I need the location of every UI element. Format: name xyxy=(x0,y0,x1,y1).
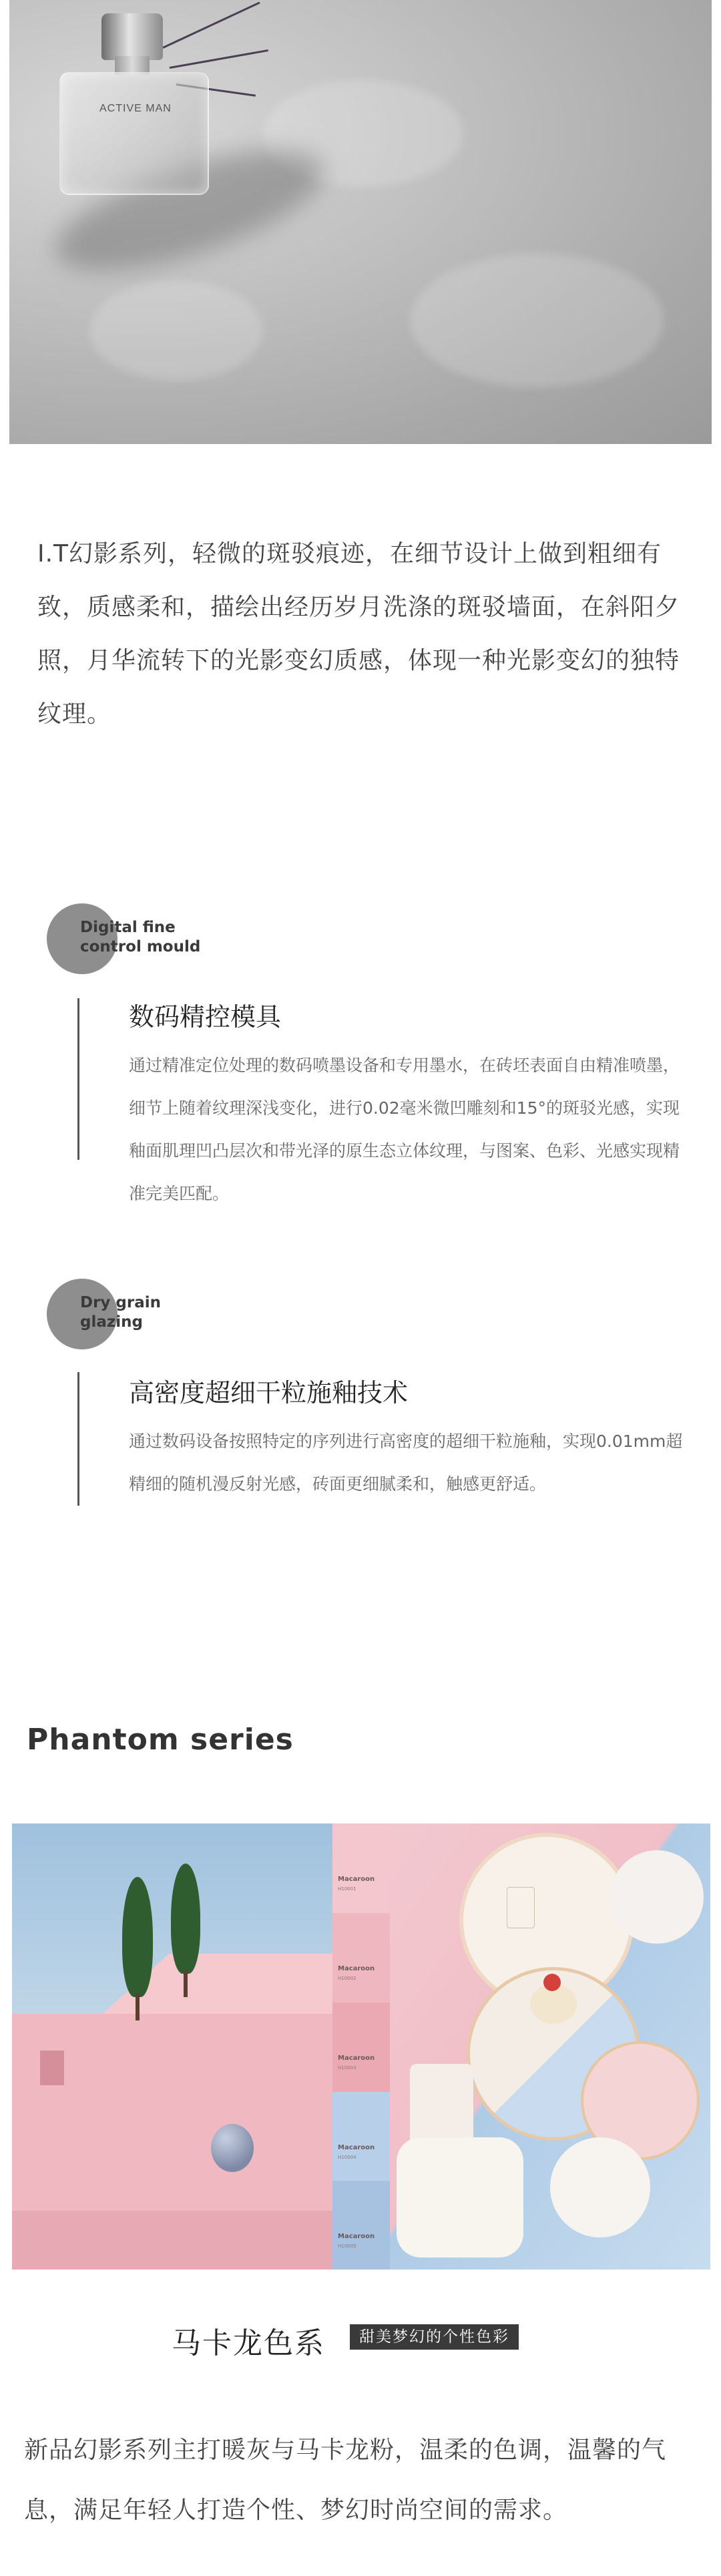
swatch-name: Macaroon xyxy=(338,2144,375,2151)
series-heading: Phantom series xyxy=(27,1723,294,1757)
swatch-name: Macaroon xyxy=(338,2055,375,2062)
wall-stain xyxy=(410,254,664,387)
feature-title: 高密度超细干粒施釉技术 xyxy=(129,1378,409,1408)
perfume-bottle xyxy=(59,72,209,195)
feature-accent-bar xyxy=(77,998,79,1160)
swatch-name: Macaroon xyxy=(338,1965,375,1972)
mug xyxy=(410,2064,473,2147)
swatch-code: H10003 xyxy=(338,2065,356,2071)
tree-trunk xyxy=(136,1994,140,2020)
wall-stain xyxy=(89,280,263,381)
bottle-label: ACTIVE MAN xyxy=(99,103,172,114)
swatch xyxy=(332,2092,390,2181)
swatch xyxy=(332,1823,390,1913)
feature-description: 通过数码设备按照特定的序列进行高密度的超细干粒施釉，实现0.01mm超精细的随机漫反射光感，砖面更细腻柔和，触感更舒适。 xyxy=(129,1432,683,1494)
swatch-name: Macaroon xyxy=(338,1876,375,1883)
perfume-cap xyxy=(101,13,163,60)
intro-paragraph: I.T幻影系列，轻微的斑驳痕迹，在细节设计上做到粗细有致，质感柔和，描绘出经历岁月洗涤的斑驳墙面，在斜阳夕照，月华流转下的光影变幻质感，体现一种光影变幻的独特纹理。 xyxy=(37,540,680,728)
macaroon-moodboard xyxy=(12,1823,710,2270)
lavender-twig xyxy=(170,49,268,69)
swatch xyxy=(332,2002,390,2092)
swatch xyxy=(332,1913,390,2002)
feature-description: 通过精准定位处理的数码喷墨设备和专用墨水，在砖坯表面自由精准喷墨，细节上随着纹理深浅变化，进行0.02毫米微凹雕刻和15°的斑驳光感，实现釉面肌理凹凸层次和带光泽的原生态立体纹理，与图案、色彩、光感实现精准完美匹配。 xyxy=(129,1056,680,1203)
cypress-tree xyxy=(171,1864,200,1974)
swatch-code: H10004 xyxy=(338,2155,356,2160)
series-paragraph: 新品幻影系列主打暖灰与马卡龙粉，温柔的色调，温馨的气息，满足年轻人打造个性、梦幻时尚空间的需求。 xyxy=(24,2436,667,2524)
cypress-tree xyxy=(122,1877,153,1997)
hero-photo xyxy=(9,0,712,444)
swatch-name: Macaroon xyxy=(338,2233,375,2240)
swatch-code: H10002 xyxy=(338,1976,356,1981)
swatch-code: H10005 xyxy=(338,2243,356,2249)
strawberry xyxy=(543,1974,561,1991)
bowl xyxy=(610,1850,704,1944)
cup xyxy=(550,2137,650,2237)
feature-en-label: Dry grain glazing xyxy=(80,1294,162,1331)
pink-floor xyxy=(12,2211,332,2270)
tableware-scene xyxy=(390,1823,710,2270)
feature-en-label: Digital fine control mould xyxy=(80,919,201,955)
series-caption-title: 马卡龙色系 xyxy=(172,2326,325,2360)
tree-trunk xyxy=(184,1970,188,1997)
color-swatches xyxy=(332,1823,390,2270)
wall-window xyxy=(40,2051,64,2085)
feature-accent-bar xyxy=(77,1372,79,1506)
swatch xyxy=(332,2181,390,2270)
pink-wall xyxy=(12,2014,332,2214)
square-plate xyxy=(397,2137,523,2258)
series-caption-tag: 甜美梦幻的个性色彩 xyxy=(350,2324,519,2350)
feature-title: 数码精控模具 xyxy=(129,1002,282,1032)
plate-logo xyxy=(507,1887,535,1928)
balloon xyxy=(211,2124,254,2172)
swatch-code: H10001 xyxy=(338,1886,356,1892)
lavender-twig xyxy=(162,2,260,49)
